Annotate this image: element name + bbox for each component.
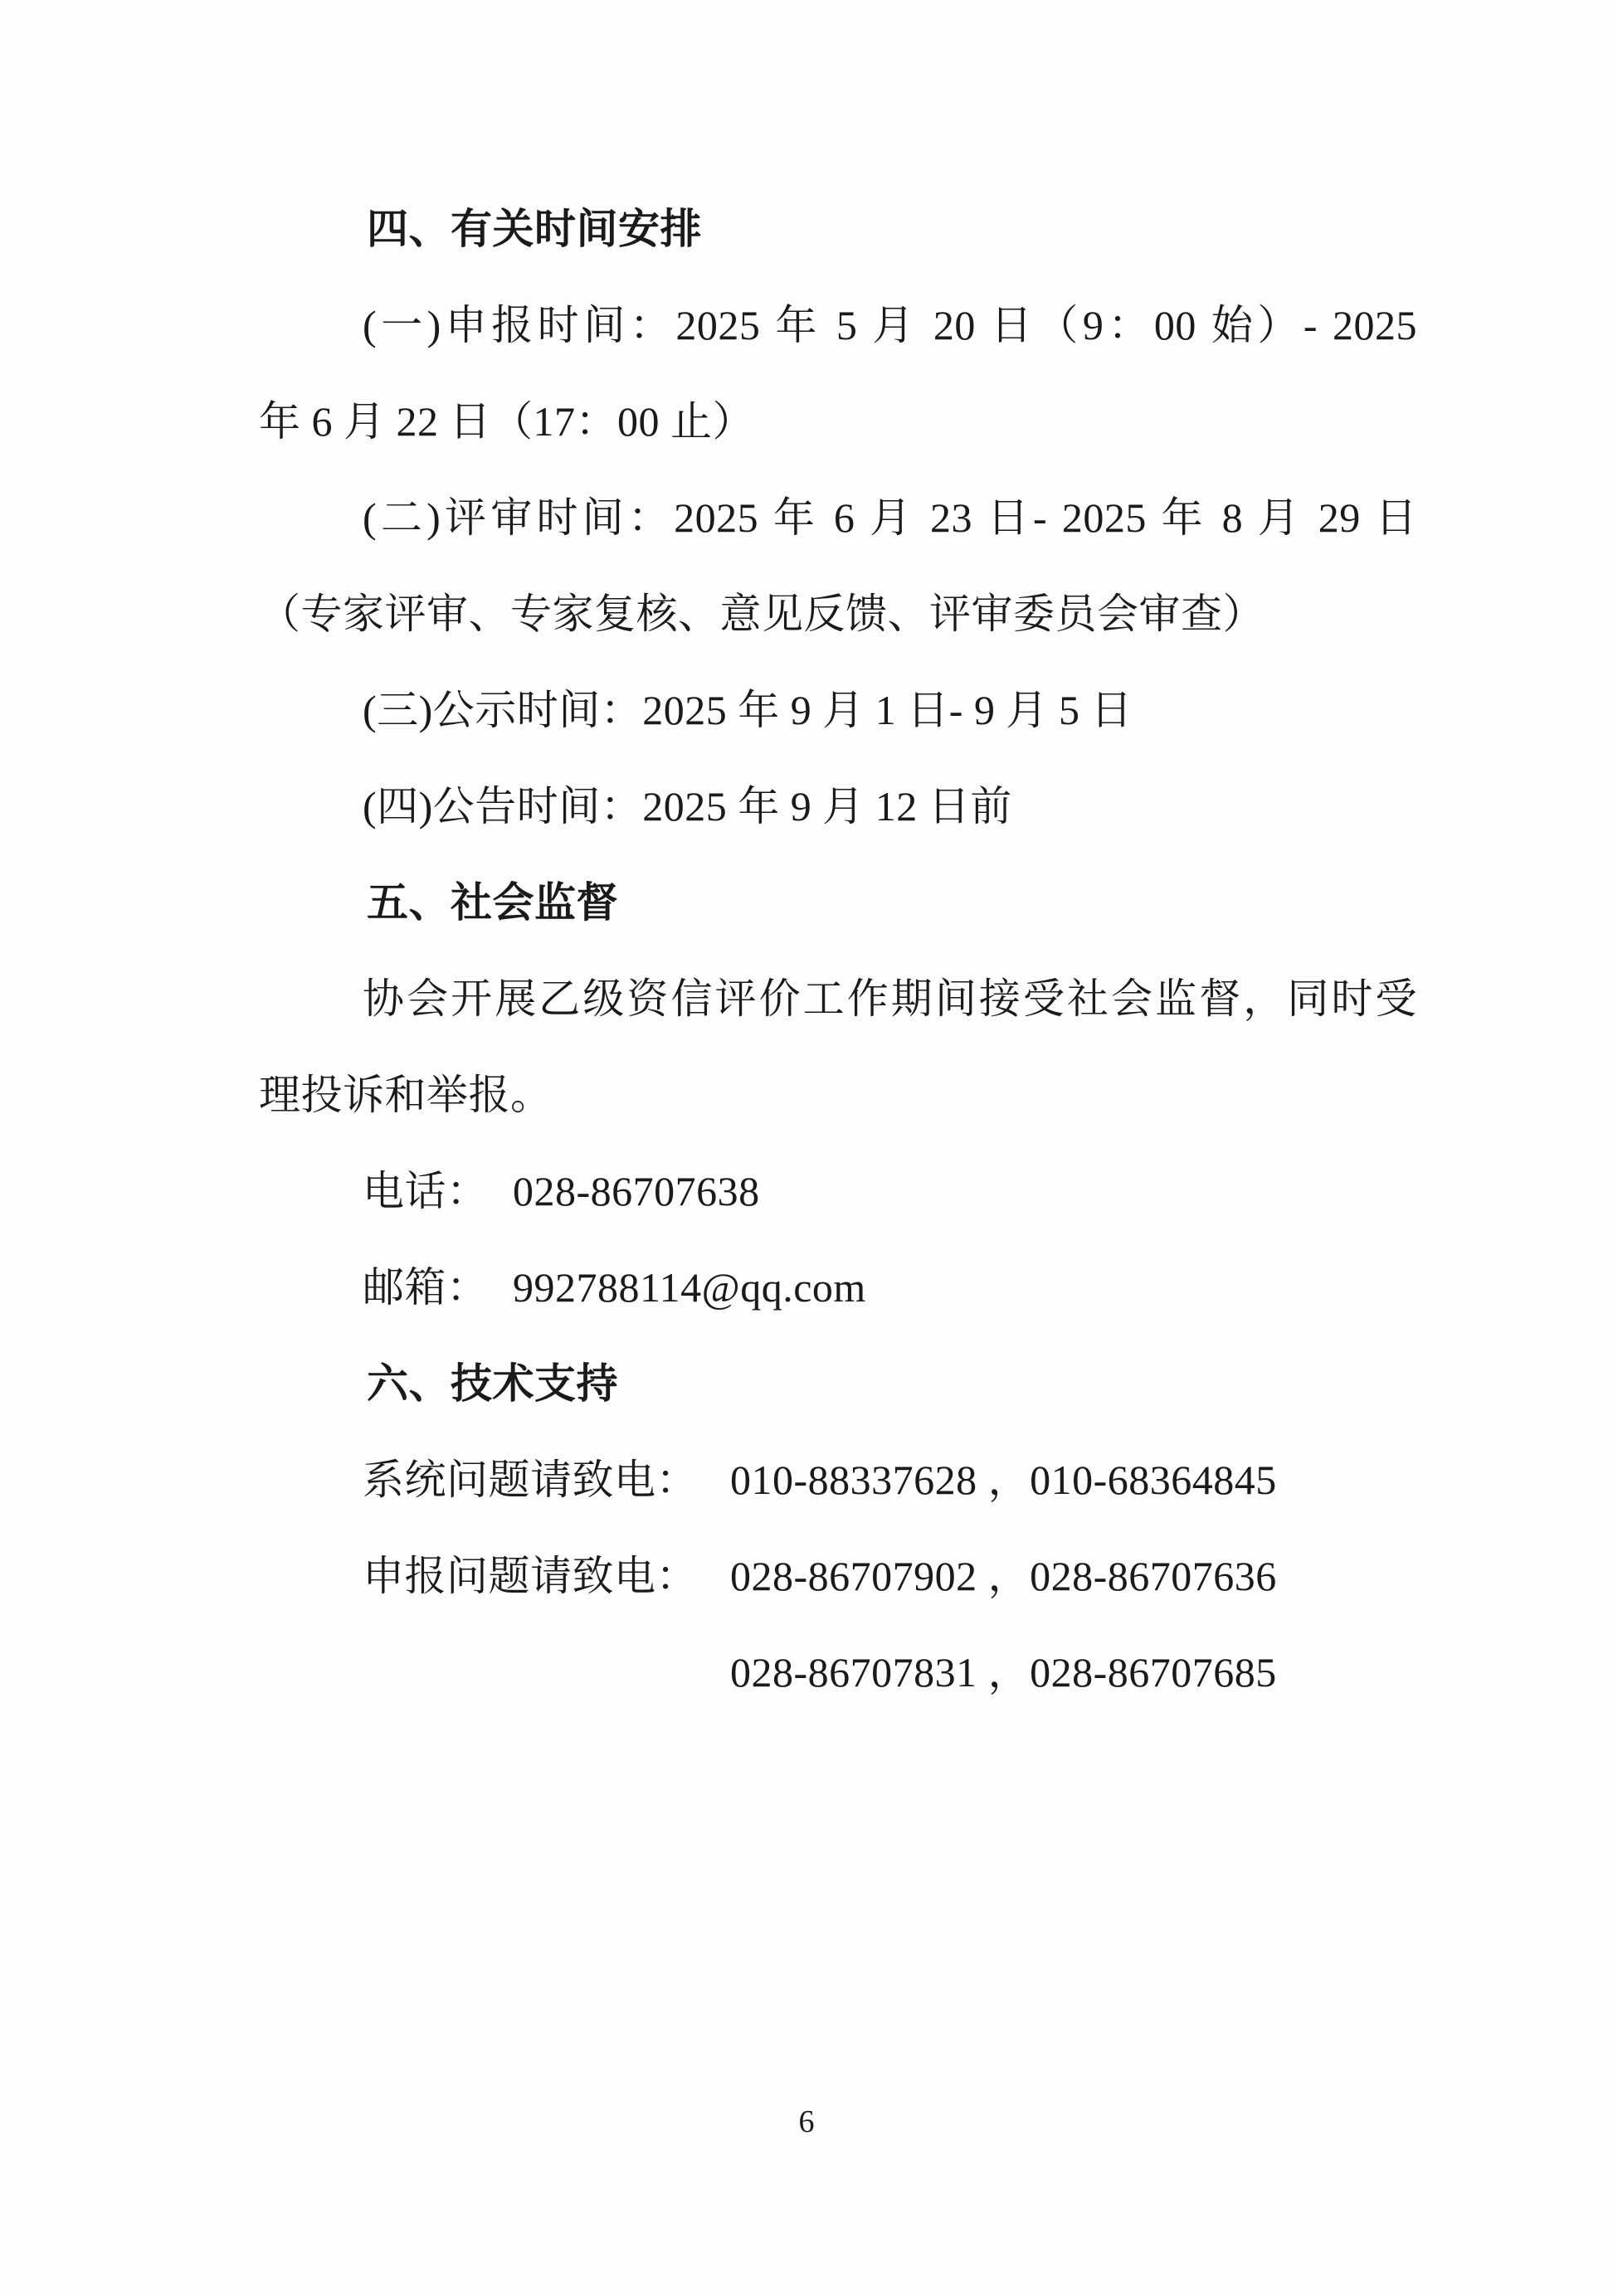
document-line: （专家评审、专家复核、意见反馈、评审委员会审查） <box>259 591 1265 637</box>
field-value: 992788114@qq.com <box>513 1264 866 1311</box>
field-value: 010-88337628 ，010-68364845 <box>730 1457 1277 1503</box>
section-heading: 五、社会监督 <box>367 879 618 926</box>
support-line <box>259 1432 1417 1528</box>
document-line: (一)申报时间：2025 年 5 月 20 日（9：00 始）- 2025 <box>363 302 1417 348</box>
field-label: 邮箱： <box>363 1264 489 1311</box>
field-value: 028-86707902 ，028-86707636 <box>730 1553 1277 1599</box>
section-heading: 六、技术支持 <box>367 1360 618 1407</box>
document-body <box>259 181 1417 1720</box>
document-line: 理投诉和举报。 <box>259 1072 553 1118</box>
field-value: 028-86707638 <box>513 1168 760 1214</box>
document-line: (四)公告时间：2025 年 9 月 12 日前 <box>363 783 1012 829</box>
field-label: 申报问题请致电： <box>363 1553 698 1599</box>
document-line: 年 6 月 22 日（17：00 止） <box>259 398 754 445</box>
document-line: (三)公示时间：2025 年 9 月 1 日- 9 月 5 日 <box>363 687 1133 733</box>
support-line <box>259 1528 1417 1624</box>
document-line: (二)评审时间：2025 年 6 月 23 日- 2025 年 8 月 29 日 <box>363 494 1417 541</box>
support-numbers-line: 028-86707831 ，028-86707685 <box>730 1649 1277 1695</box>
contact-line <box>259 1239 1417 1335</box>
section-heading: 四、有关时间安排 <box>367 206 702 252</box>
page-number: 6 <box>798 2104 815 2139</box>
field-label: 电话： <box>363 1168 489 1214</box>
field-label: 系统问题请致电： <box>363 1457 698 1503</box>
document-line: 协会开展乙级资信评价工作期间接受社会监督，同时受 <box>363 975 1417 1022</box>
contact-line <box>259 1143 1417 1239</box>
